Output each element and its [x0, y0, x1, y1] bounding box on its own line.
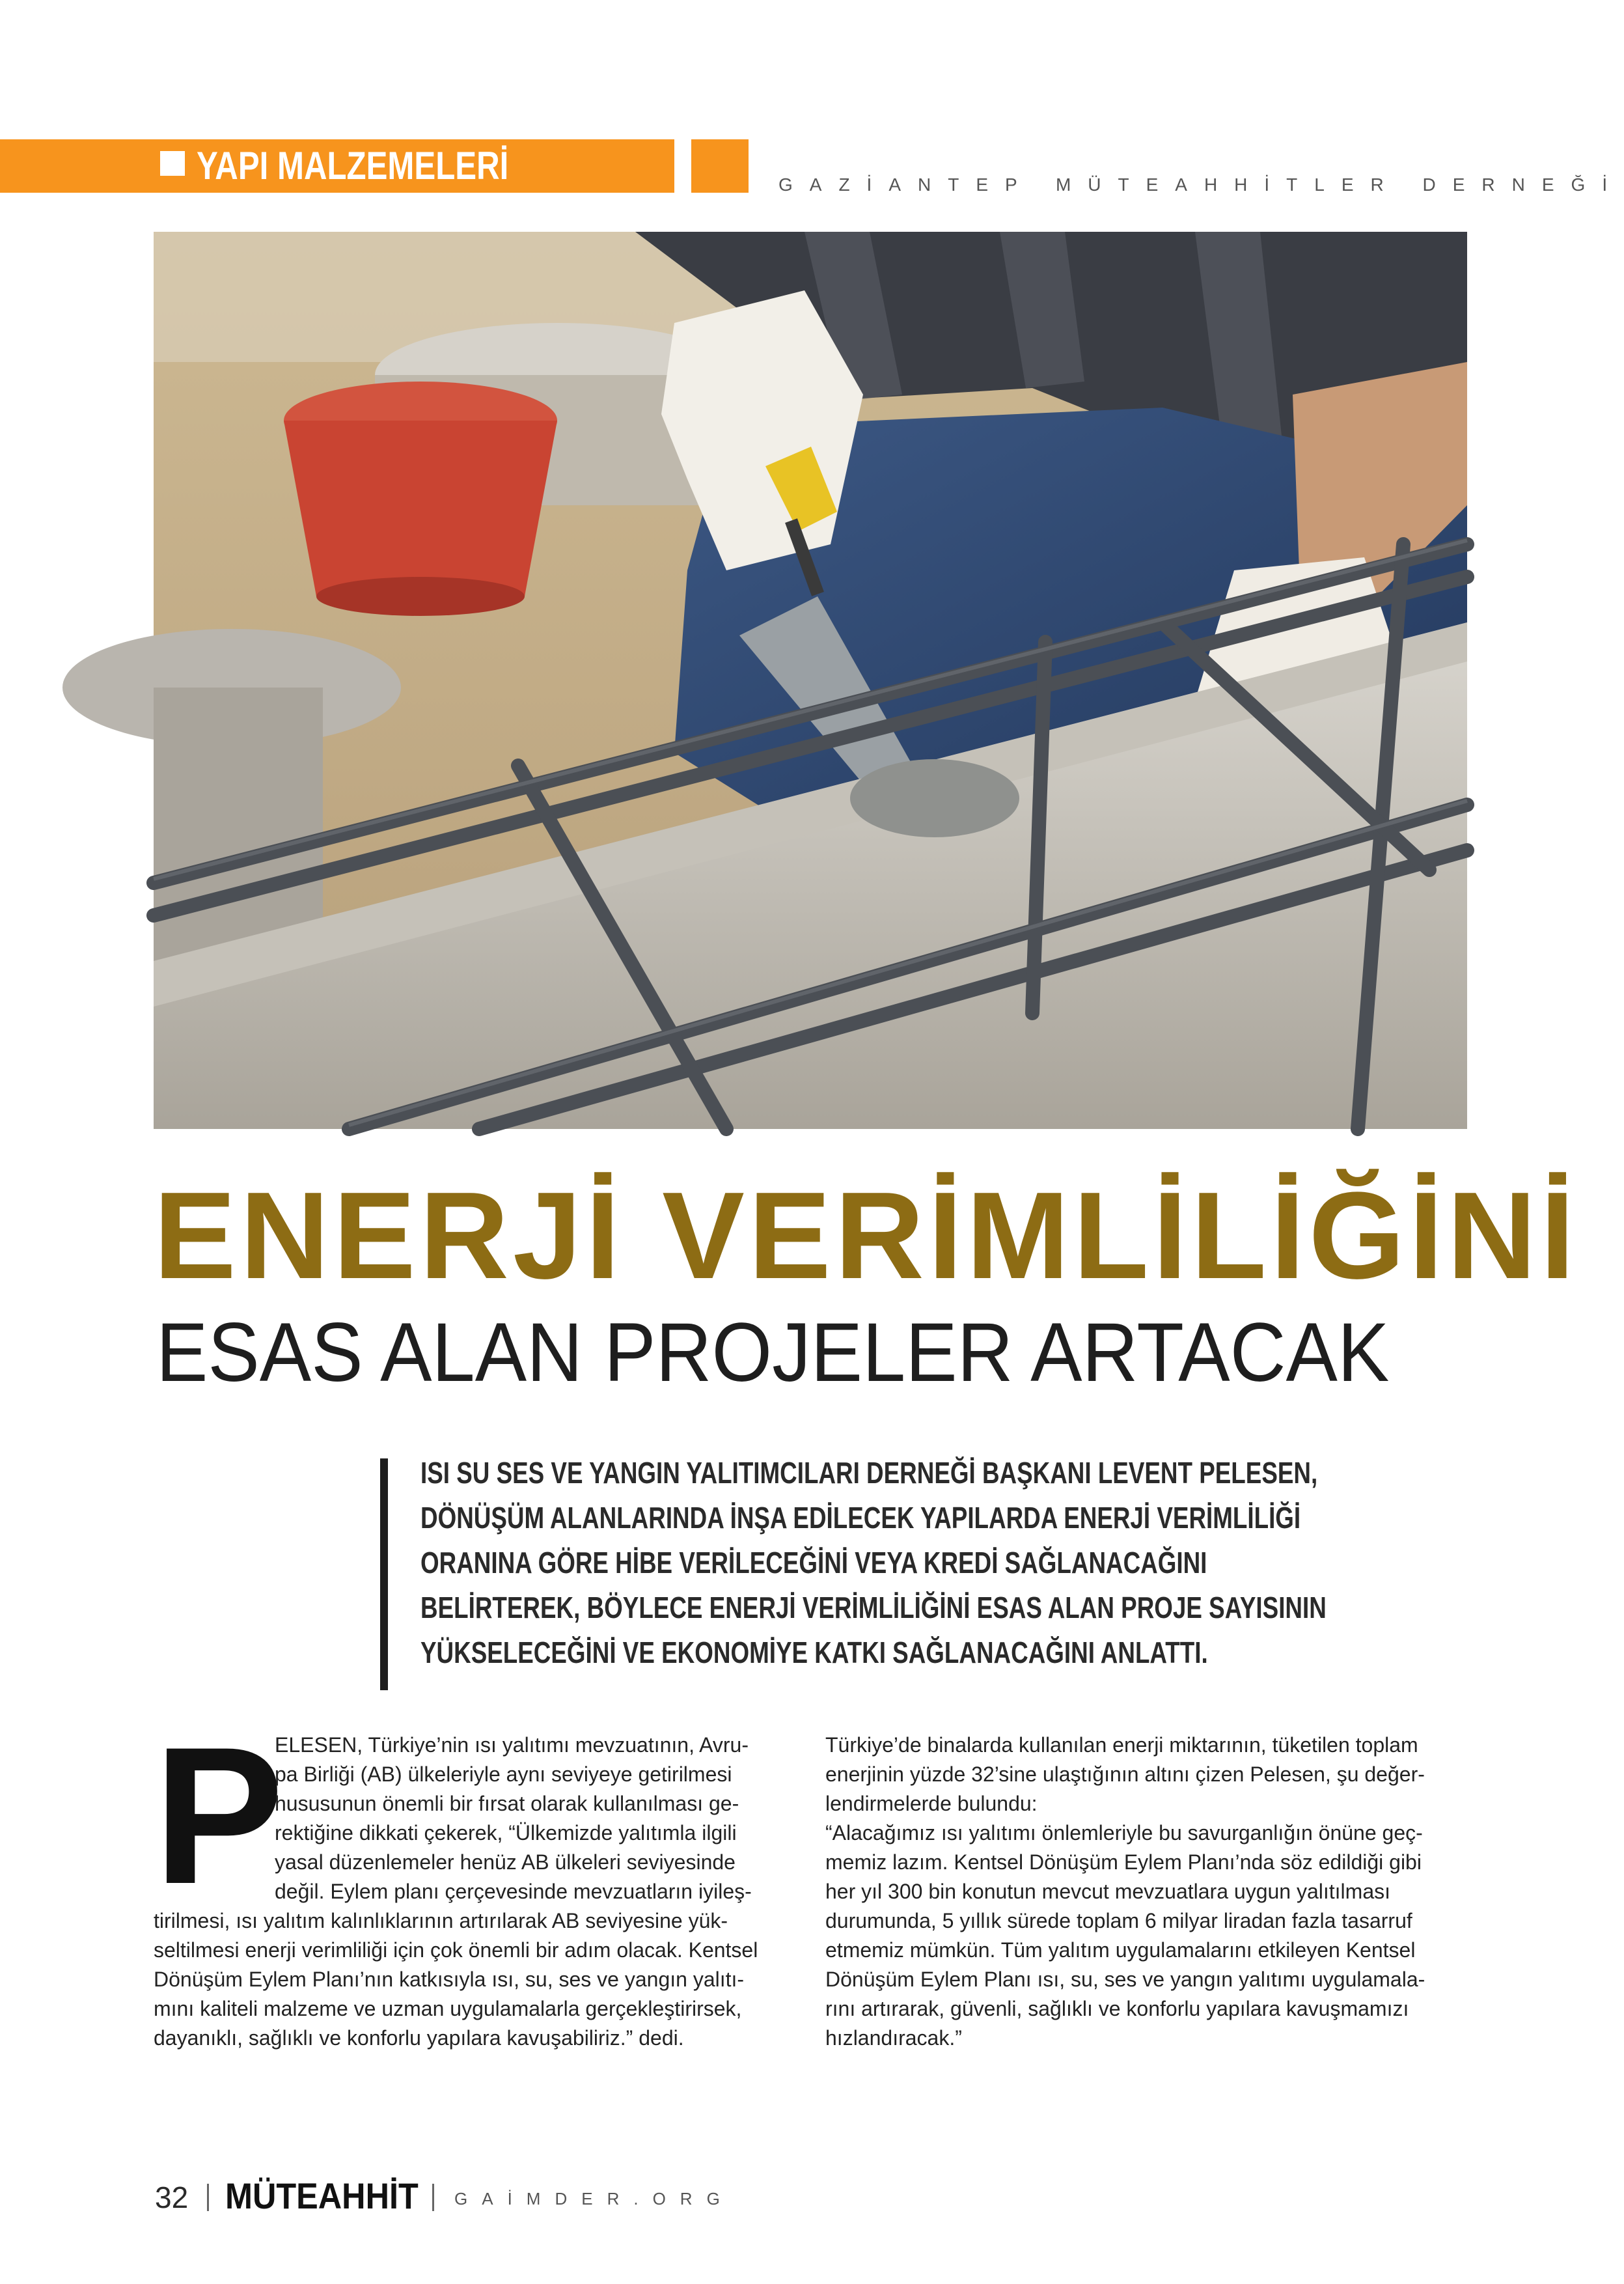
- section-label: YAPI MALZEMELERİ: [197, 144, 509, 188]
- lead-line: ISI SU SES VE YANGIN YALITIMCILARI DERNEĞİ BAŞKANI LEVENT PELESEN,: [420, 1456, 1318, 1490]
- lead-line: YÜKSELECEĞİNİ VE EKONOMİYE KATKI SAĞLANACAĞINI ANLATTI.: [420, 1636, 1208, 1669]
- text-line: durumunda, 5 yıllık sürede toplam 6 milyar liradan fazla tasarruf: [825, 1909, 1412, 1932]
- text-line: değil. Eylem planı çerçevesinde mevzuatların iyileş-: [275, 1880, 752, 1903]
- text-line: etmemiz mümkün. Tüm yalıtım uygulamalarını etkileyen Kentsel: [825, 1938, 1416, 1962]
- text-line: rını artırarak, güvenli, sağlıklı ve konforlu yapılara kavuşmamızı: [825, 1997, 1409, 2020]
- text-line: pa Birliği (AB) ülkeleriyle aynı seviyeye getirilmesi: [275, 1762, 732, 1786]
- article-column-1: [154, 1731, 926, 2053]
- text-line: rektiğine dikkati çekerek, “Ülkemizde yalıtımla ilgili: [275, 1821, 737, 1845]
- text-line: Dönüşüm Eylem Planı ısı, su, ses ve yangın yalıtımı uygulamala-: [825, 1968, 1425, 1991]
- article-column-2: [825, 1731, 1425, 2053]
- text-line: hususunun önemli bir fırsat olarak kullanılması ge-: [275, 1792, 739, 1815]
- text-line: enerjinin yüzde 32’sine ulaştığının altını çizen Pelesen, şu değer-: [825, 1762, 1425, 1786]
- text-line: Türkiye’de binalarda kullanılan enerji miktarının, tüketilen toplam: [825, 1733, 1418, 1757]
- association-name: GAZİANTEP MÜTEAHHİTLER DERNEĞİ: [778, 174, 1624, 195]
- lead-accent-bar: [380, 1458, 388, 1690]
- website-link[interactable]: GAİMDER.ORG: [454, 2189, 734, 2208]
- footer-divider: [432, 2184, 434, 2211]
- text-line: hızlandıracak.”: [825, 2026, 962, 2050]
- text-line: “Alacağımız ısı yalıtımı önlemleriyle bu savurganlığın önüne geç-: [825, 1821, 1423, 1845]
- drop-cap: P: [154, 1706, 284, 1925]
- lead-paragraph: [420, 1451, 1527, 1675]
- headline-primary: ENERJİ VERİMLİLİĞİNİ: [154, 1167, 1579, 1305]
- headline-secondary: ESAS ALAN PROJELER ARTACAK: [156, 1306, 1390, 1399]
- text-line: her yıl 300 bin konutun mevcut mevzuatlara uygun yalıtılması: [825, 1880, 1390, 1903]
- text-line: seltilmesi enerji verimliliği için çok önemli bir adım olacak. Kentsel: [154, 1938, 758, 1962]
- lead-line: DÖNÜŞÜM ALANLARINDA İNŞA EDİLECEK YAPILARDA ENERJİ VERİMLİLİĞİ: [420, 1501, 1301, 1535]
- construction-photo: [154, 232, 1467, 1129]
- lead-line: BELİRTEREK, BÖYLECE ENERJİ VERİMLİLİĞİNİ ESAS ALAN PROJE SAYISININ: [420, 1591, 1327, 1624]
- footer-divider: [207, 2184, 209, 2211]
- text-line: tirilmesi, ısı yalıtım kalınlıklarının artırılarak AB seviyesine yük-: [154, 1909, 728, 1932]
- text-line: mını kaliteli malzeme ve uzman uygulamalarla gerçekleştirirsek,: [154, 1997, 742, 2020]
- text-line: yasal düzenlemeler henüz AB ülkeleri seviyesinde: [275, 1850, 736, 1874]
- lead-line: ORANINA GÖRE HİBE VERİLECEĞİNİ VEYA KREDİ SAĞLANACAĞINI: [420, 1546, 1207, 1580]
- magazine-brand: MÜTEAHHİT: [225, 2175, 419, 2216]
- text-line: Dönüşüm Eylem Planı’nın katkısıyla ısı, su, ses ve yangın yalıtı-: [154, 1968, 745, 1991]
- page-number: 32: [155, 2180, 189, 2214]
- square-bullet-icon: [160, 151, 185, 176]
- header-accent-box: [691, 139, 749, 193]
- text-line: dayanıklı, sağlıklı ve konforlu yapılara kavuşabiliriz.” dedi.: [154, 2026, 684, 2050]
- text-line: ELESEN, Türkiye’nin ısı yalıtımı mevzuatının, Avru-: [275, 1733, 749, 1757]
- text-line: memiz lazım. Kentsel Dönüşüm Eylem Planı’nda söz edildiği gibi: [825, 1850, 1422, 1874]
- text-line: lendirmelerde bulundu:: [825, 1792, 1038, 1815]
